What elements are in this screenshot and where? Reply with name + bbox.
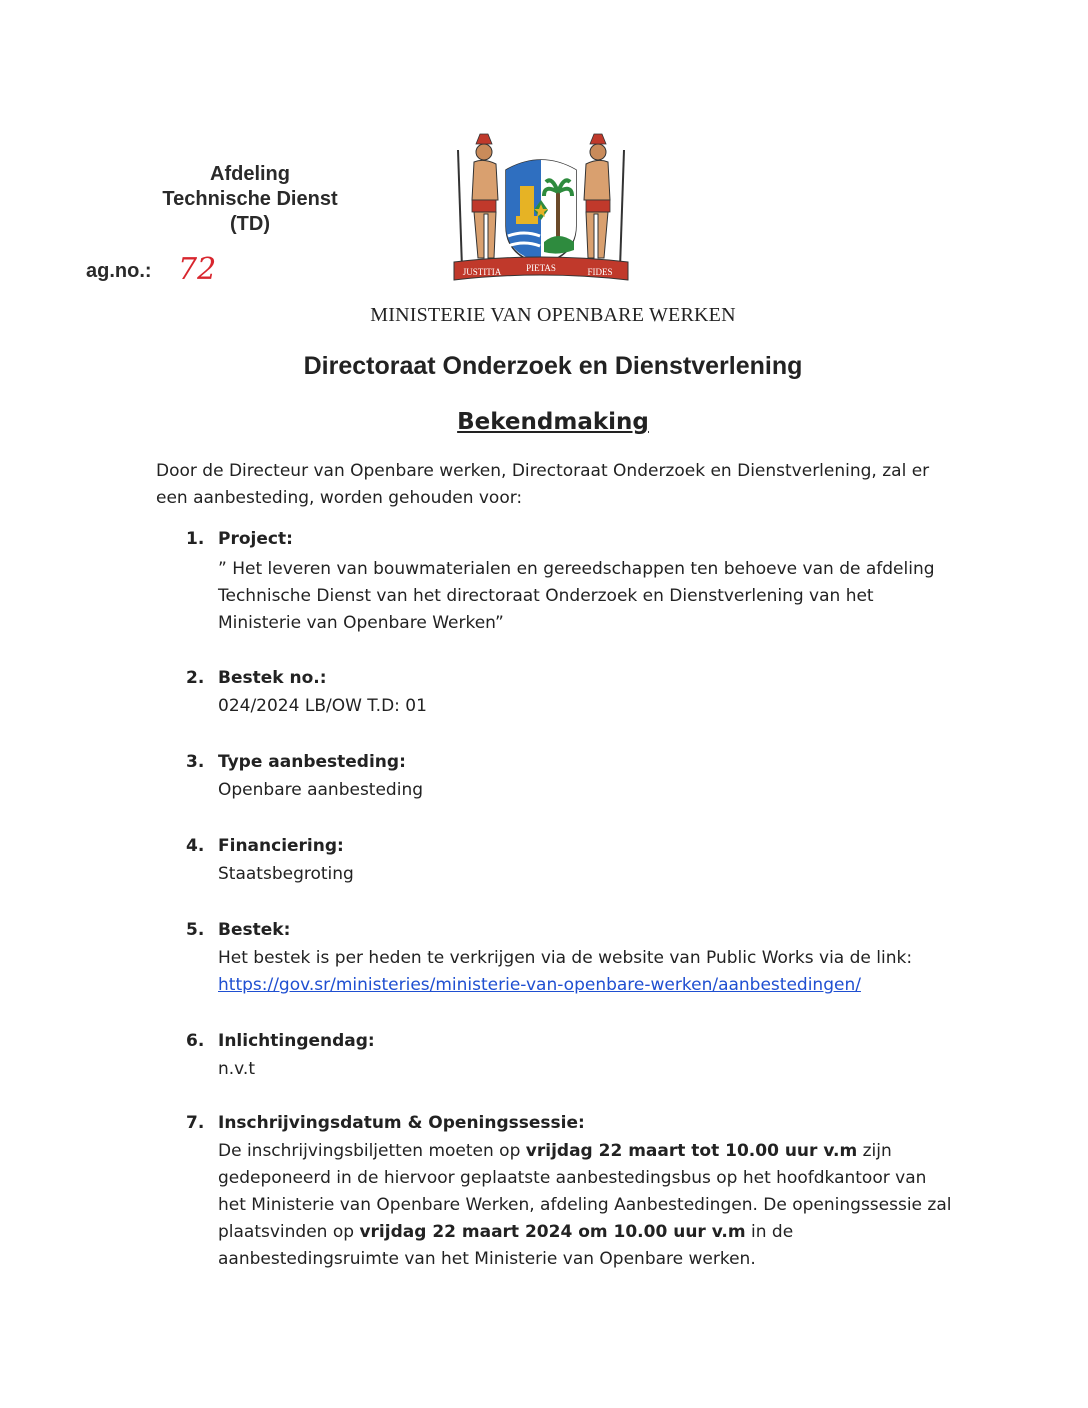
body-bold-date: vrijdag 22 maart 2024 om 10.00 uur v.m bbox=[359, 1222, 746, 1242]
agno-label: ag.no.: bbox=[86, 260, 152, 282]
item-label: Bestek no.: bbox=[218, 668, 327, 688]
item-body: ” Het leveren van bouwmaterialen en gereedschappen ten behoeve van de afdeling Technische Dienst van het directoraat Onderzoek en Dienstverlening van het Ministerie van Openbare Werken” bbox=[218, 559, 935, 633]
body-text: De inschrijvingsbiljetten moeten op bbox=[218, 1141, 526, 1161]
item-number: 5. bbox=[186, 920, 205, 940]
department-line: (TD) bbox=[230, 213, 270, 235]
item-number: 2. bbox=[186, 668, 205, 688]
agno-handwritten-value: 72 bbox=[178, 252, 217, 287]
page-title: Directoraat Onderzoek en Dienstverlening bbox=[303, 352, 803, 380]
item-body-text: Het bestek is per heden te verkrijgen via de website van Public Works via de link: bbox=[218, 948, 913, 968]
item-body: Openbare aanbesteding bbox=[218, 780, 424, 800]
page-subtitle: Bekendmaking bbox=[457, 409, 649, 435]
motto-word: FIDES bbox=[587, 267, 613, 277]
bestek-link[interactable]: https://gov.sr/ministeries/ministerie-van-openbare-werken/aanbestedingen/ bbox=[218, 975, 861, 995]
item-body bbox=[218, 1138, 958, 1273]
item-body bbox=[218, 945, 958, 999]
item-label: Bestek: bbox=[218, 920, 291, 940]
item-label: Type aanbesteding: bbox=[218, 752, 406, 772]
item-body: n.v.t bbox=[218, 1059, 255, 1079]
department-block bbox=[150, 162, 350, 237]
ministry-heading: MINISTERIE VAN OPENBARE WERKEN bbox=[370, 304, 736, 326]
body-text: zijn gedeponeerd in de hiervoor geplaatste aanbestedingsbus op het hoofdkantoor van het Ministerie van Openbare Werken, afdeling Aanbestedingen. De openingssessie zal plaatsvinden op bbox=[218, 1141, 952, 1242]
item-label: Project: bbox=[218, 529, 293, 549]
item-body: 024/2024 LB/OW T.D: 01 bbox=[218, 696, 427, 716]
item-number: 3. bbox=[186, 752, 205, 772]
department-line: Technische Dienst bbox=[162, 188, 338, 210]
item-number: 4. bbox=[186, 836, 205, 856]
item-number: 7. bbox=[186, 1113, 205, 1133]
item-label: Financiering: bbox=[218, 836, 344, 856]
body-bold-date: vrijdag 22 maart tot 10.00 uur v.m bbox=[525, 1141, 858, 1161]
motto-word: PIETAS bbox=[526, 263, 556, 273]
item-number: 6. bbox=[186, 1031, 205, 1051]
item-label: Inschrijvingsdatum & Openingssessie: bbox=[218, 1113, 585, 1133]
item-number: 1. bbox=[186, 529, 205, 549]
motto-word: JUSTITIA bbox=[462, 267, 502, 277]
item-body: Staatsbegroting bbox=[218, 864, 354, 884]
suriname-coat-of-arms-icon bbox=[448, 130, 634, 286]
department-line: Afdeling bbox=[210, 163, 290, 185]
intro-paragraph: Door de Directeur van Openbare werken, Directoraat Onderzoek en Dienstverlening, zal er een aanbesteding, worden gehouden voor: bbox=[156, 461, 930, 508]
item-label: Inlichtingendag: bbox=[218, 1031, 375, 1051]
body-text: in de aanbestedingsruimte van het Ministerie van Openbare werken. bbox=[218, 1222, 794, 1269]
